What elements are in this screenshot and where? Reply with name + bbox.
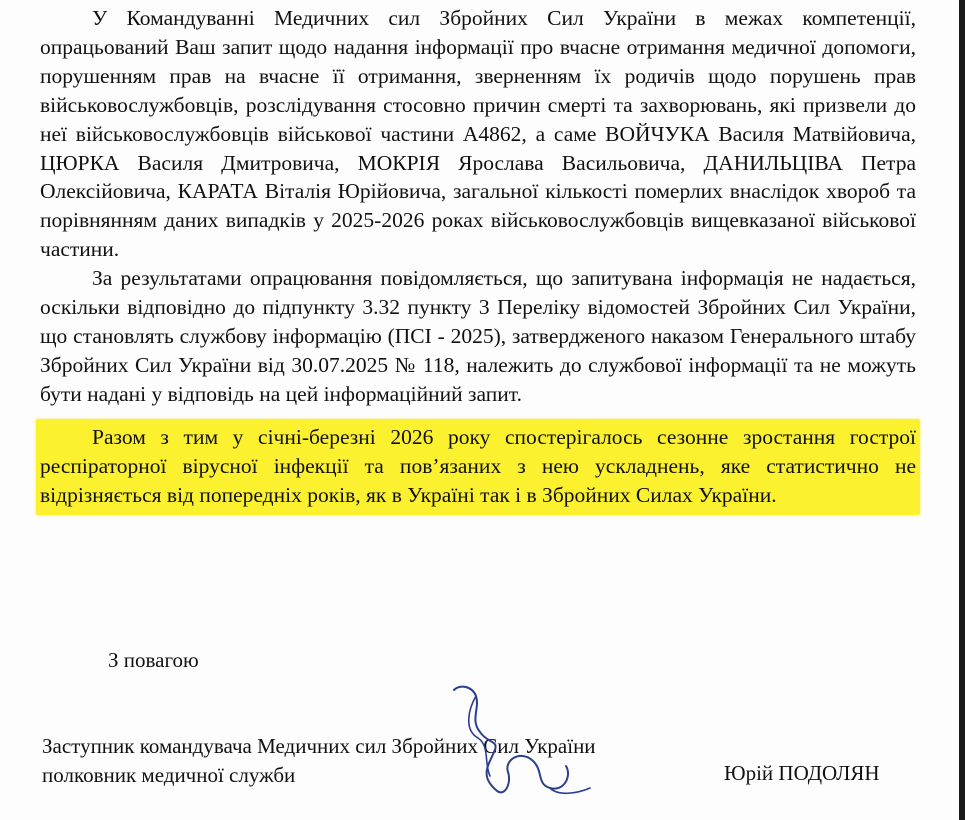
paragraph-highlighted: Разом з тим у січні-березні 2026 року спостерігалось сезонне зростання гострої респіраторної вірусної інфекції та пов’язаних з нею ускладнень, яке статистично не відрізняється від попередніх років, як в Україні так і в Збройних Силах України. — [36, 419, 920, 516]
letter-body — [40, 4, 916, 515]
signature-stroke-main — [454, 687, 568, 793]
signature-stroke-loop — [469, 696, 490, 776]
signatory-position-line2: полковник медичної служби — [42, 763, 296, 787]
scan-edge — [959, 0, 965, 820]
paragraph-refusal: За результатами опрацювання повідомляється, що запитувана інформація не надається, оскільки відповідно до підпункту 3.32 пункту 3 Переліку відомостей Збройних Сил України, що становлять службову інформацію (ПСІ - 2025), затвердженого наказом Генерального штабу Збройних Сил України від 30.07.2025 № 118, належить до службової інформації та не можуть бути надані у відповідь на цей інформаційний запит. — [40, 266, 916, 406]
paragraph-request: У Командуванні Медичних сил Збройних Сил України в межах компетенції, опрацьований Ваш запит щодо надання інформації про вчасне отримання медичної допомоги, порушенням прав на вчасне її отримання, зверненням їх родичів щодо порушень прав військовослужбовців, розслідування стосовно причин смерті та захворювань, які призвели до неї військовослужбовців військової частини А4862, а саме ВОЙЧУКА Василя Матвійовича, ЦЮРКА Василя Дмитровича, МОКРІЯ Ярослава Васильовича, ДАНИЛЬЦІВА Петра Олексійовича, КАРАТА Віталія Юрійовича, загальної кількості померлих внаслідок хвороб та порівнянням даних випадків у 2025-2026 роках військовослужбовців вищевказаної військової частини. — [40, 6, 916, 262]
handwritten-signature — [440, 680, 600, 810]
closing-phrase: З повагою — [108, 648, 199, 672]
signatory-position-line1: Заступник командувача Медичних сил Збройних Сил України — [42, 734, 596, 758]
signatory-name: Юрій ПОДОЛЯН — [724, 761, 880, 785]
